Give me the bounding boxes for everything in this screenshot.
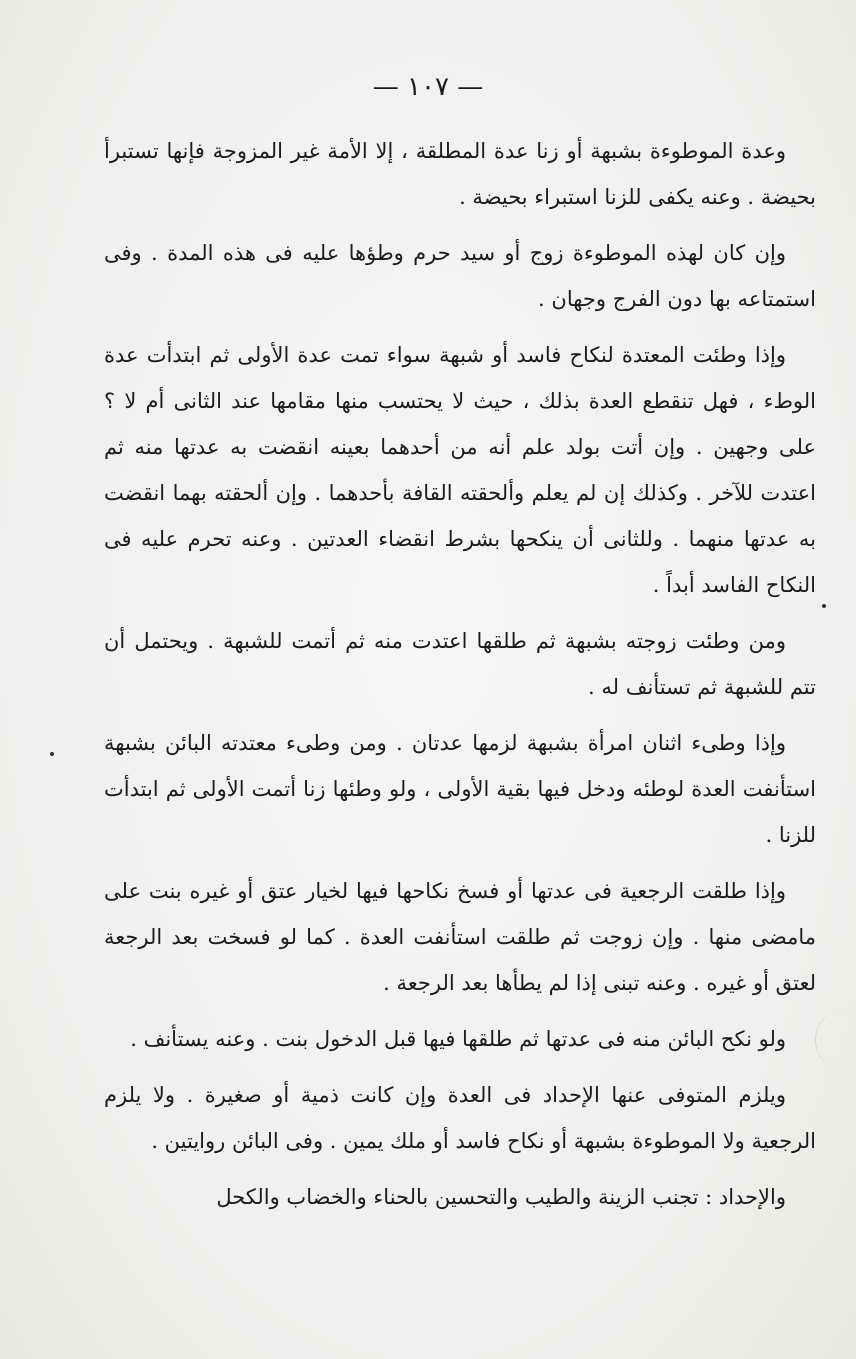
page-number: — ١٠٧ —: [372, 72, 484, 102]
paragraph-6: وإذا طلقت الرجعية فى عدتها أو فسخ نكاحها فيها لخيار عتق أو غيره بنت على مامضى منها . وإن زوجت ثم طلقت استأنفت العدة . كما لو فسخت بعد الرجعة لعتق أو غيره . وعنه تبنى إذا لم يطأها بعد الرجعة .: [104, 879, 816, 995]
paragraph-9: والإحداد : تجنب الزينة والطيب والتحسين بالحناء والخضاب والكحل: [216, 1185, 786, 1209]
paragraph-3: وإذا وطئت المعتدة لنكاح فاسد أو شبهة سواء تمت عدة الأولى ثم ابتدأت عدة الوطء ، فهل تنقطع العدة بذلك ، حيث لا يحتسب منها مقامها عند الثانى أم لا ؟ على وجهين . وإن أتت بولد علم أنه من أحدهما بعينه انقضت به عدتها منه ثم اعتدت للآخر . وكذلك إن لم يعلم وألحقته القافة بأحدهما . وإن ألحقته بهما انقضت به عدتها منهما . وللثانى أن ينكحها بشرط انقضاء العدتين . وعنه تحرم عليه فى النكاح الفاسد أبداً .: [104, 343, 816, 597]
paragraph-1: وعدة الموطوءة بشبهة أو زنا عدة المطلقة ، إلا الأمة غير المزوجة فإنها تستبرأ بحيضة . وعنه يكفى للزنا استبراء بحيضة .: [104, 139, 816, 209]
paragraph-4: ومن وطئت زوجته بشبهة ثم طلقها اعتدت منه ثم أتمت للشبهة . ويحتمل أن تتم للشبهة ثم تستأنف له .: [104, 629, 816, 699]
paragraph-2: وإن كان لهذه الموطوءة زوج أو سيد حرم وطؤها عليه فى هذه المدة . وفى استمتاعه بها دون الفرج وجهان .: [104, 241, 816, 311]
paragraph-7: ولو نكح البائن منه فى عدتها ثم طلقها فيها قبل الدخول بنت . وعنه يستأنف .: [130, 1027, 786, 1051]
paragraph-5: وإذا وطىء اثنان امرأة بشبهة لزمها عدتان . ومن وطىء معتدته البائن بشبهة استأنفت العدة لوطئه ودخل فيها بقية الأولى ، ولو وطئها زنا أتمت الأولى ثم ابتدأت للزنا .: [104, 731, 816, 847]
page-fold-mark: [815, 1010, 856, 1070]
margin-dot: [50, 752, 54, 756]
paragraph-8: ويلزم المتوفى عنها الإحداد فى العدة وإن كانت ذمية أو صغيرة . ولا يلزم الرجعية ولا الموطوءة بشبهة أو نكاح فاسد أو ملك يمين . وفى البائن روايتين .: [104, 1083, 816, 1153]
margin-dot: [822, 604, 826, 608]
body-text: [104, 128, 816, 1220]
